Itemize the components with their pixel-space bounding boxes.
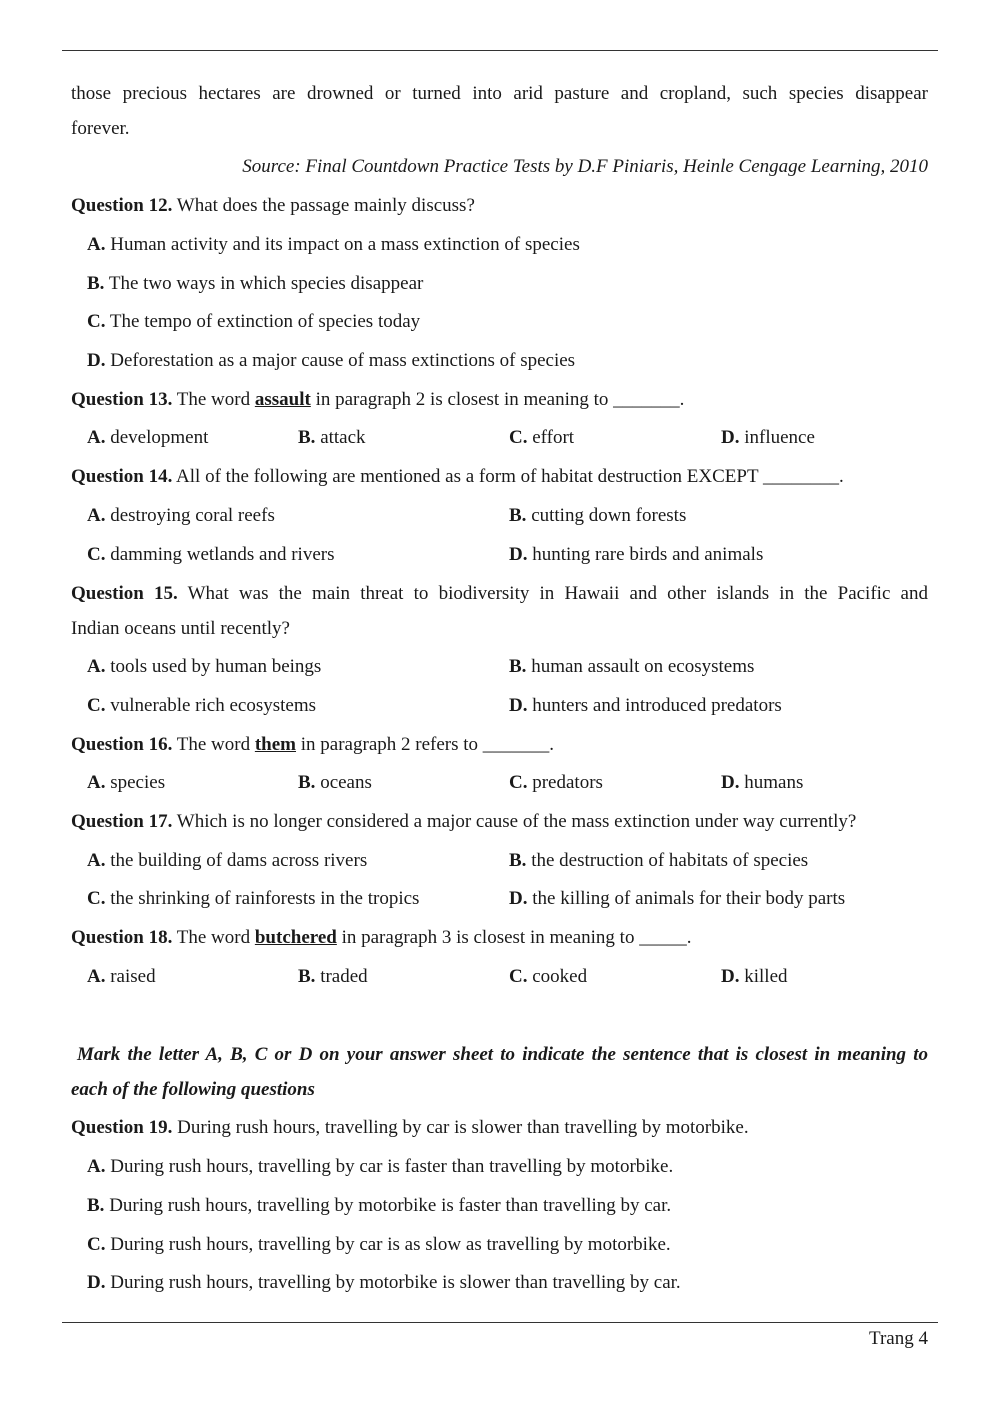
question-17 — [71, 810, 928, 834]
q15-option-a[interactable]: A. tools used by human beings — [87, 656, 322, 677]
passage-line: forever. — [71, 118, 130, 139]
q13-option-b[interactable]: B. attack — [298, 427, 366, 448]
q19-option-a[interactable]: A. During rush hours, travelling by car is faster than travelling by motorbike. — [87, 1156, 674, 1177]
q18-option-a[interactable]: A. raised — [87, 966, 156, 987]
q12-option-a[interactable]: A. Human activity and its impact on a mass extinction of species — [87, 234, 580, 255]
q15-option-c[interactable]: C. vulnerable rich ecosystems — [87, 695, 316, 716]
q19-option-b[interactable]: B. During rush hours, travelling by motorbike is faster than travelling by car. — [87, 1195, 672, 1216]
question-label: Question 12. — [71, 195, 173, 216]
footer-rule — [62, 1322, 938, 1323]
q13-option-d[interactable]: D. influence — [721, 427, 815, 448]
page-number: Trang 4 — [869, 1328, 928, 1349]
question-label: Question 14. — [71, 466, 173, 487]
q12-option-b[interactable]: B. The two ways in which species disappear — [87, 273, 424, 294]
q16-option-a[interactable]: A. species — [87, 772, 166, 793]
underlined-word: them — [254, 734, 297, 755]
question-text: What does the passage mainly discuss? — [172, 195, 475, 216]
section-instruction: Mark the letter A, B, C or D on your answer sheet to indicate the sentence that is closest in meaning to — [77, 1044, 928, 1065]
question-text: All of the following are mentioned as a form of habitat destruction EXCEPT ________. — [172, 466, 844, 487]
q17-option-a[interactable]: A. the building of dams across rivers — [87, 850, 368, 871]
q18-option-c[interactable]: C. cooked — [509, 966, 588, 987]
question-19 — [71, 1116, 928, 1140]
q16-option-b[interactable]: B. oceans — [298, 772, 372, 793]
q19-option-c[interactable]: C. During rush hours, travelling by car is as slow as travelling by motorbike. — [87, 1234, 671, 1255]
q13-option-a[interactable]: A. development — [87, 427, 209, 448]
passage-source: Source: Final Countdown Practice Tests by D.F Piniaris, Heinle Cengage Learning, 2010 — [242, 156, 928, 177]
question-text: What was the main threat to biodiversity in Hawaii and other islands in the Pacific and — [177, 583, 928, 604]
underlined-word: assault — [254, 389, 311, 410]
q12-option-c[interactable]: C. The tempo of extinction of species today — [87, 311, 421, 332]
q17-option-c[interactable]: C. the shrinking of rainforests in the tropics — [87, 888, 420, 909]
q16-option-c[interactable]: C. predators — [509, 772, 603, 793]
question-15 — [71, 582, 928, 606]
question-label: Question 19. — [71, 1117, 173, 1138]
question-14 — [71, 465, 928, 489]
q14-option-c[interactable]: C. damming wetlands and rivers — [87, 544, 335, 565]
q18-option-b[interactable]: B. traded — [298, 966, 368, 987]
question-label: Question 16. — [71, 734, 173, 755]
q18-option-d[interactable]: D. killed — [721, 966, 788, 987]
question-label: Question 17. — [71, 811, 173, 832]
question-16: Question 16. The word them in paragraph 2 refers to _______. — [71, 734, 555, 755]
question-12 — [71, 194, 928, 218]
header-rule — [62, 50, 938, 51]
underlined-word: butchered — [254, 927, 337, 948]
question-18: Question 18. The word butchered in paragraph 3 is closest in meaning to _____. — [71, 927, 692, 948]
q16-option-d[interactable]: D. humans — [721, 772, 804, 793]
question-15-cont: Indian oceans until recently? — [71, 618, 290, 639]
q19-option-d[interactable]: D. During rush hours, travelling by motorbike is slower than travelling by car. — [87, 1272, 681, 1293]
q12-option-d[interactable]: D. Deforestation as a major cause of mass extinctions of species — [87, 350, 576, 371]
q15-option-b[interactable]: B. human assault on ecosystems — [509, 656, 755, 677]
question-label: Question 15. — [71, 583, 178, 604]
q13-option-c[interactable]: C. effort — [509, 427, 575, 448]
section-instruction-cont: each of the following questions — [71, 1079, 315, 1100]
q14-option-a[interactable]: A. destroying coral reefs — [87, 505, 275, 526]
question-13: Question 13. The word assault in paragraph 2 is closest in meaning to _______. — [71, 389, 685, 410]
q14-option-d[interactable]: D. hunting rare birds and animals — [509, 544, 764, 565]
question-label: Question 13. — [71, 389, 173, 410]
question-text: Which is no longer considered a major cause of the mass extinction under way currently? — [172, 811, 857, 832]
question-text: During rush hours, travelling by car is slower than travelling by motorbike. — [172, 1117, 749, 1138]
q14-option-b[interactable]: B. cutting down forests — [509, 505, 687, 526]
q17-option-b[interactable]: B. the destruction of habitats of species — [509, 850, 809, 871]
q15-option-d[interactable]: D. hunters and introduced predators — [509, 695, 782, 716]
q17-option-d[interactable]: D. the killing of animals for their body parts — [509, 888, 846, 909]
question-label: Question 18. — [71, 927, 173, 948]
passage-line: those precious hectares are drowned or turned into arid pasture and cropland, such species disappear — [71, 83, 928, 104]
